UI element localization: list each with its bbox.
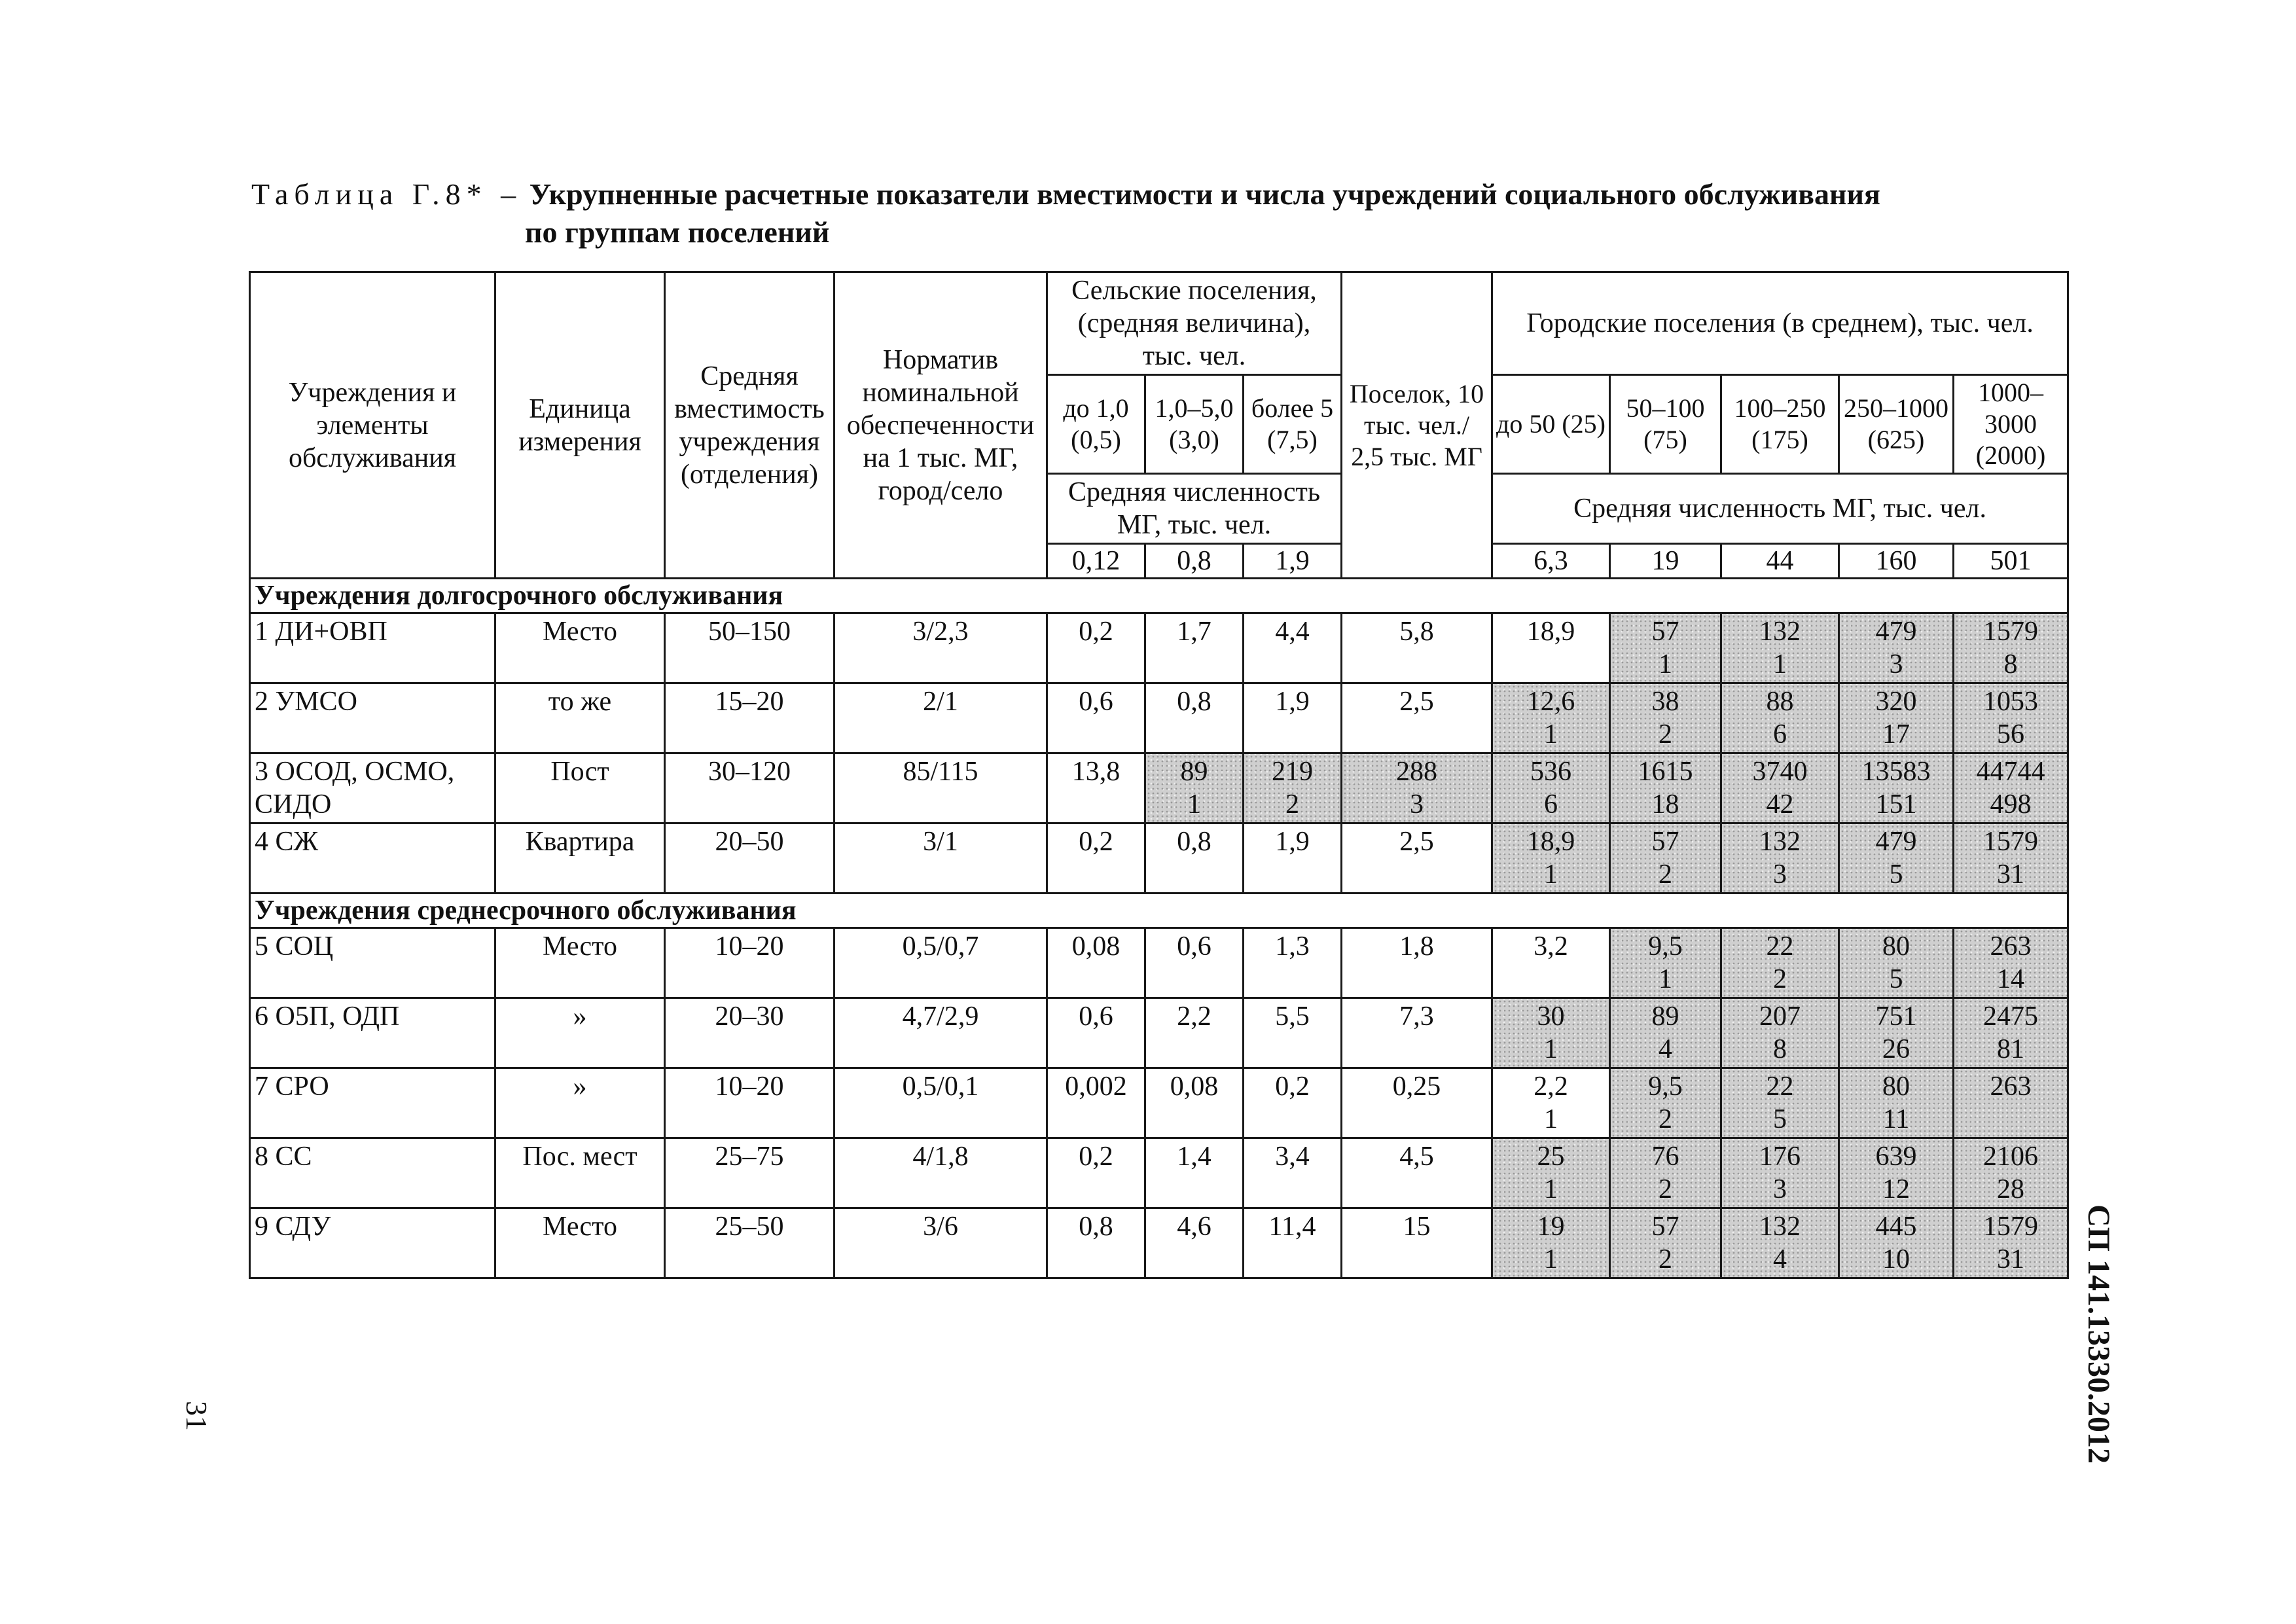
cell-value: 4,5 [1399, 1142, 1434, 1172]
header-rural-avg-value: 0,12 [1047, 544, 1145, 579]
cell-value: 0,8 [1177, 827, 1211, 857]
urban-cell [1954, 998, 2068, 1068]
cell-count: 6 [1773, 719, 1787, 749]
cell-value: 80 [1882, 931, 1910, 962]
cell-count: 1 [1544, 1104, 1558, 1134]
norm-cell: 85/115 [834, 753, 1047, 823]
cell-value: 18,9 [1526, 827, 1575, 857]
cell-count: 18 [1651, 789, 1679, 820]
urban-cell [1492, 683, 1610, 753]
header-rural-avg-value: 1,9 [1244, 544, 1342, 579]
table-row [250, 998, 2068, 1068]
cell-value: 320 [1875, 687, 1917, 717]
cell-value: 9,5 [1648, 1072, 1683, 1102]
unit-cell: Пост [495, 753, 665, 823]
urban-cell [1839, 753, 1954, 823]
settlement-cell [1342, 1068, 1492, 1138]
header-capacity: Средняя вместимость учреждения (отделения) [665, 272, 834, 579]
rural-cell [1244, 683, 1342, 753]
cell-count: 1 [1187, 789, 1201, 820]
cell-count: 10 [1882, 1244, 1910, 1274]
cell-value: 536 [1530, 757, 1571, 787]
header-urban-group: 250–1000 (625) [1839, 375, 1954, 474]
urban-cell [1721, 1068, 1839, 1138]
norm-cell: 4,7/2,9 [834, 998, 1047, 1068]
urban-cell [1492, 998, 1610, 1068]
urban-cell [1839, 683, 1954, 753]
cell-count: 151 [1875, 789, 1917, 820]
rural-cell [1244, 613, 1342, 683]
capacity-cell: 25–50 [665, 1208, 834, 1278]
section-title: Учреждения долгосрочного обслуживания [250, 579, 2068, 613]
cell-count: 12 [1882, 1174, 1910, 1204]
cell-count: 2 [1285, 789, 1299, 820]
header-institutions: Учреждения и элементы обслуживания [250, 272, 495, 579]
rural-cell [1047, 928, 1145, 998]
cell-value: 0,2 [1079, 617, 1113, 647]
cell-value: 89 [1651, 1001, 1679, 1032]
urban-cell [1839, 1208, 1954, 1278]
cell-value: 0,6 [1079, 687, 1113, 717]
cell-value: 30 [1537, 1001, 1565, 1032]
capacity-cell: 50–150 [665, 613, 834, 683]
institution-name: 7 СРО [250, 1068, 495, 1138]
header-urban-avg-value: 44 [1721, 544, 1839, 579]
cell-value: 0,6 [1079, 1001, 1113, 1032]
unit-cell: Место [495, 928, 665, 998]
table-row [250, 1138, 2068, 1208]
header-rural-avg-value: 0,8 [1145, 544, 1244, 579]
cell-value: 2,5 [1399, 687, 1434, 717]
rural-cell [1047, 998, 1145, 1068]
cell-count: 1 [1544, 1244, 1558, 1274]
urban-cell [1839, 1138, 1954, 1208]
norm-cell: 0,5/0,7 [834, 928, 1047, 998]
table-row [250, 1068, 2068, 1138]
institution-name: 5 СОЦ [250, 928, 495, 998]
header-norm: Норматив номинальной обеспеченности на 1 тыс. МГ, город/село [834, 272, 1047, 579]
cell-count: 17 [1882, 719, 1910, 749]
urban-cell [1954, 823, 2068, 893]
header-urban-avg-value: 160 [1839, 544, 1954, 579]
cell-count: 1 [1544, 1174, 1558, 1204]
cell-count: 56 [1997, 719, 2025, 749]
cell-value: 13,8 [1071, 757, 1121, 787]
norm-cell: 3/2,3 [834, 613, 1047, 683]
cell-count: 31 [1997, 859, 2025, 890]
urban-cell [1721, 998, 1839, 1068]
cell-count: 14 [1997, 964, 2025, 994]
urban-cell [1721, 683, 1839, 753]
rural-cell [1047, 613, 1145, 683]
rural-cell [1244, 1208, 1342, 1278]
cell-count: 31 [1997, 1244, 2025, 1274]
capacity-cell: 30–120 [665, 753, 834, 823]
section-row [250, 579, 2068, 613]
rural-cell [1145, 1138, 1244, 1208]
cell-value: 132 [1759, 1212, 1801, 1242]
cell-count: 3 [1773, 859, 1787, 890]
cell-value: 5,5 [1275, 1001, 1310, 1032]
rural-cell [1047, 823, 1145, 893]
urban-cell [1610, 1068, 1721, 1138]
table-row [250, 753, 2068, 823]
cell-value: 0,08 [1071, 931, 1121, 962]
urban-cell [1954, 928, 2068, 998]
section-row [250, 893, 2068, 928]
cell-value: 479 [1875, 827, 1917, 857]
cell-value: 9,5 [1648, 931, 1683, 962]
cell-count: 1 [1659, 964, 1672, 994]
caption-title-line1: Укрупненные расчетные показатели вместимости и числа учреждений социального обслуживания [529, 177, 1880, 211]
cell-count: 3 [1773, 1174, 1787, 1204]
institution-name: 8 СС [250, 1138, 495, 1208]
urban-cell [1492, 1138, 1610, 1208]
cell-count: 8 [2003, 649, 2018, 679]
header-urban-group: 50–100 (75) [1610, 375, 1721, 474]
cell-value: 0,6 [1177, 931, 1211, 962]
urban-cell [1839, 928, 1954, 998]
institution-name: 2 УМСО [250, 683, 495, 753]
header-urban-avg-value: 501 [1954, 544, 2068, 579]
norm-cell: 0,5/0,1 [834, 1068, 1047, 1138]
header-rural-group: более 5 (7,5) [1244, 375, 1342, 474]
cell-value: 1,3 [1275, 931, 1310, 962]
cell-count: 498 [1990, 789, 2032, 820]
urban-cell [1610, 1208, 1721, 1278]
caption-title-line2: по группам поселений [525, 215, 830, 249]
cell-value: 479 [1875, 617, 1917, 647]
rural-cell [1047, 1208, 1145, 1278]
institution-name: 6 О5П, ОДП [250, 998, 495, 1068]
norm-cell: 2/1 [834, 683, 1047, 753]
institution-name: 3 ОСОД, ОСМО, СИДО [250, 753, 495, 823]
settlement-cell [1342, 928, 1492, 998]
rural-cell [1244, 998, 1342, 1068]
urban-cell [1610, 928, 1721, 998]
cell-value: 3,4 [1275, 1142, 1310, 1172]
cell-count: 2 [1659, 1244, 1672, 1274]
cell-count: 5 [1889, 964, 1903, 994]
rural-cell [1145, 753, 1244, 823]
cell-count: 8 [1773, 1034, 1787, 1064]
cell-value: 1053 [1983, 687, 2039, 717]
cell-count: 5 [1773, 1104, 1787, 1134]
header-urban-group: 100–250 (175) [1721, 375, 1839, 474]
cell-value: 0,2 [1079, 827, 1113, 857]
table-row [250, 683, 2068, 753]
settlement-cell [1342, 1208, 1492, 1278]
cell-value: 22 [1766, 1072, 1794, 1102]
urban-cell [1721, 1208, 1839, 1278]
settlement-cell [1342, 998, 1492, 1068]
cell-value: 7,3 [1399, 1001, 1434, 1032]
urban-cell [1492, 1208, 1610, 1278]
cell-value: 0,08 [1170, 1072, 1219, 1102]
rural-cell [1145, 823, 1244, 893]
institution-name: 1 ДИ+ОВП [250, 613, 495, 683]
norm-cell: 3/6 [834, 1208, 1047, 1278]
cell-value: 751 [1875, 1001, 1917, 1032]
urban-cell [1839, 1068, 1954, 1138]
cell-count: 42 [1766, 789, 1794, 820]
cell-count: 2 [1659, 859, 1672, 890]
urban-cell [1610, 613, 1721, 683]
header-unit: Единица измерения [495, 272, 665, 579]
capacity-cell: 20–30 [665, 998, 834, 1068]
urban-cell [1492, 1068, 1610, 1138]
cell-value: 1579 [1983, 827, 2039, 857]
settlement-cell [1342, 823, 1492, 893]
cell-value: 88 [1766, 687, 1794, 717]
cell-value: 1,9 [1275, 827, 1310, 857]
institution-name: 4 СЖ [250, 823, 495, 893]
cell-value: 4,6 [1177, 1212, 1211, 1242]
rural-cell [1047, 1138, 1145, 1208]
rural-cell [1145, 928, 1244, 998]
institution-name: 9 СДУ [250, 1208, 495, 1278]
cell-value: 2106 [1983, 1142, 2039, 1172]
cell-value: 13583 [1861, 757, 1931, 787]
cell-value: 0,2 [1275, 1072, 1310, 1102]
urban-cell [1954, 1138, 2068, 1208]
urban-cell [1610, 1138, 1721, 1208]
cell-count: 4 [1773, 1244, 1787, 1274]
cell-count: 5 [1889, 859, 1903, 890]
cell-value: 1,7 [1177, 617, 1211, 647]
cell-value: 0,2 [1079, 1142, 1113, 1172]
cell-value: 176 [1759, 1142, 1801, 1172]
rural-cell [1145, 1208, 1244, 1278]
cell-value: 44744 [1976, 757, 2045, 787]
cell-value: 5,8 [1399, 617, 1434, 647]
header-row-1 [250, 272, 2068, 375]
rural-cell [1244, 753, 1342, 823]
rural-cell [1145, 1068, 1244, 1138]
cell-value: 263 [1990, 1072, 2032, 1102]
cell-value: 57 [1651, 1212, 1679, 1242]
cell-value: 207 [1759, 1001, 1801, 1032]
cell-count: 2 [1659, 1174, 1672, 1204]
urban-cell [1492, 753, 1610, 823]
cell-value: 1579 [1983, 1212, 2039, 1242]
cell-count: 81 [1997, 1034, 2025, 1064]
rural-cell [1145, 998, 1244, 1068]
cell-value: 38 [1651, 687, 1679, 717]
cell-value: 2,2 [1177, 1001, 1211, 1032]
table-row [250, 928, 2068, 998]
cell-value: 3740 [1752, 757, 1808, 787]
rural-cell [1145, 613, 1244, 683]
rural-cell [1047, 683, 1145, 753]
urban-cell [1839, 998, 1954, 1068]
cell-count: 1 [1773, 649, 1787, 679]
unit-cell: Пос. мест [495, 1138, 665, 1208]
table-row [250, 823, 2068, 893]
caption-prefix: Таблица Г.8* – [251, 177, 522, 211]
cell-value: 219 [1272, 757, 1313, 787]
urban-cell [1721, 613, 1839, 683]
unit-cell: » [495, 998, 665, 1068]
cell-value: 76 [1651, 1142, 1679, 1172]
urban-cell [1839, 613, 1954, 683]
cell-value: 2475 [1983, 1001, 2039, 1032]
unit-cell: » [495, 1068, 665, 1138]
cell-count: 2 [1773, 964, 1787, 994]
cell-value: 1579 [1983, 617, 2039, 647]
cell-value: 11,4 [1268, 1212, 1316, 1242]
cell-value: 1,8 [1399, 931, 1434, 962]
cell-value: 89 [1180, 757, 1208, 787]
cell-count: 2 [1659, 719, 1672, 749]
cell-count: 3 [1410, 789, 1424, 820]
section-title: Учреждения среднесрочного обслуживания [250, 893, 2068, 928]
document-code: СП 141.13330.2012 [2081, 1204, 2116, 1464]
cell-value: 0,002 [1065, 1072, 1127, 1102]
urban-cell [1721, 823, 1839, 893]
unit-cell: Место [495, 613, 665, 683]
urban-cell [1954, 753, 2068, 823]
cell-value: 4,4 [1275, 617, 1310, 647]
urban-cell [1839, 823, 1954, 893]
header-urban-avg-label: Средняя численность МГ, тыс. чел. [1492, 474, 2068, 544]
norm-cell: 3/1 [834, 823, 1047, 893]
urban-cell [1954, 1208, 2068, 1278]
cell-count: 2 [1659, 1104, 1672, 1134]
cell-value: 18,9 [1526, 617, 1575, 647]
capacity-cell: 10–20 [665, 1068, 834, 1138]
urban-cell [1954, 1068, 2068, 1138]
header-urban-avg-value: 6,3 [1492, 544, 1610, 579]
urban-cell [1721, 753, 1839, 823]
urban-cell [1610, 683, 1721, 753]
cell-value: 0,8 [1079, 1212, 1113, 1242]
cell-value: 1,9 [1275, 687, 1310, 717]
unit-cell: то же [495, 683, 665, 753]
settlement-cell [1342, 753, 1492, 823]
capacity-cell: 15–20 [665, 683, 834, 753]
header-rural: Сельские поселения, (средняя величина), тыс. чел. [1047, 272, 1342, 375]
page-number: 31 [180, 1401, 213, 1431]
unit-cell: Место [495, 1208, 665, 1278]
urban-cell [1954, 683, 2068, 753]
cell-value: 22 [1766, 931, 1794, 962]
urban-cell [1954, 613, 2068, 683]
cell-value: 445 [1875, 1212, 1917, 1242]
header-rural-group: до 1,0 (0,5) [1047, 375, 1145, 474]
rural-cell [1145, 683, 1244, 753]
table-row [250, 1208, 2068, 1278]
table-caption [251, 175, 2071, 251]
cell-count: 4 [1659, 1034, 1672, 1064]
cell-value: 25 [1537, 1142, 1565, 1172]
cell-value: 2,2 [1534, 1072, 1568, 1102]
cell-value: 15 [1403, 1212, 1431, 1242]
cell-value: 80 [1882, 1072, 1910, 1102]
header-settlement: Поселок, 10 тыс. чел./ 2,5 тыс. МГ [1342, 272, 1492, 579]
urban-cell [1610, 823, 1721, 893]
settlement-cell [1342, 613, 1492, 683]
settlement-cell [1342, 1138, 1492, 1208]
settlement-cell [1342, 683, 1492, 753]
cell-value: 1,4 [1177, 1142, 1211, 1172]
cell-count: 28 [1997, 1174, 2025, 1204]
cell-count: 1 [1544, 1034, 1558, 1064]
data-table [249, 271, 2069, 1279]
cell-count: 1 [1544, 719, 1558, 749]
cell-count: 1 [1659, 649, 1672, 679]
cell-count: 3 [1889, 649, 1903, 679]
cell-value: 1615 [1638, 757, 1693, 787]
capacity-cell: 10–20 [665, 928, 834, 998]
cell-value: 132 [1759, 617, 1801, 647]
cell-value: 3,2 [1534, 931, 1568, 962]
urban-cell [1492, 823, 1610, 893]
capacity-cell: 25–75 [665, 1138, 834, 1208]
cell-count: 26 [1882, 1034, 1910, 1064]
cell-value: 288 [1396, 757, 1437, 787]
table-body [250, 579, 2068, 1278]
cell-value: 12,6 [1526, 687, 1575, 717]
unit-cell: Квартира [495, 823, 665, 893]
cell-value: 57 [1651, 827, 1679, 857]
rural-cell [1047, 1068, 1145, 1138]
cell-value: 57 [1651, 617, 1679, 647]
table-row [250, 613, 2068, 683]
cell-value: 0,25 [1392, 1072, 1441, 1102]
rural-cell [1244, 823, 1342, 893]
urban-cell [1610, 998, 1721, 1068]
cell-count: 11 [1882, 1104, 1910, 1134]
cell-count: 6 [1544, 789, 1558, 820]
cell-value: 263 [1990, 931, 2032, 962]
header-urban-group: 1000–3000 (2000) [1954, 375, 2068, 474]
header-urban-avg-value: 19 [1610, 544, 1721, 579]
cell-value: 0,8 [1177, 687, 1211, 717]
rural-cell [1047, 753, 1145, 823]
cell-value: 639 [1875, 1142, 1917, 1172]
capacity-cell: 20–50 [665, 823, 834, 893]
urban-cell [1721, 1138, 1839, 1208]
rural-cell [1244, 928, 1342, 998]
cell-value: 2,5 [1399, 827, 1434, 857]
header-rural-avg-label: Средняя численность МГ, тыс. чел. [1047, 474, 1342, 544]
header-urban: Городские поселения (в среднем), тыс. чел. [1492, 272, 2068, 375]
header-rural-group: 1,0–5,0 (3,0) [1145, 375, 1244, 474]
urban-cell [1721, 928, 1839, 998]
cell-value: 19 [1537, 1212, 1565, 1242]
urban-cell [1492, 613, 1610, 683]
rural-cell [1244, 1068, 1342, 1138]
cell-value: 132 [1759, 827, 1801, 857]
urban-cell [1492, 928, 1610, 998]
norm-cell: 4/1,8 [834, 1138, 1047, 1208]
header-urban-group: до 50 (25) [1492, 375, 1610, 474]
cell-count: 1 [1544, 859, 1558, 890]
urban-cell [1610, 753, 1721, 823]
rural-cell [1244, 1138, 1342, 1208]
